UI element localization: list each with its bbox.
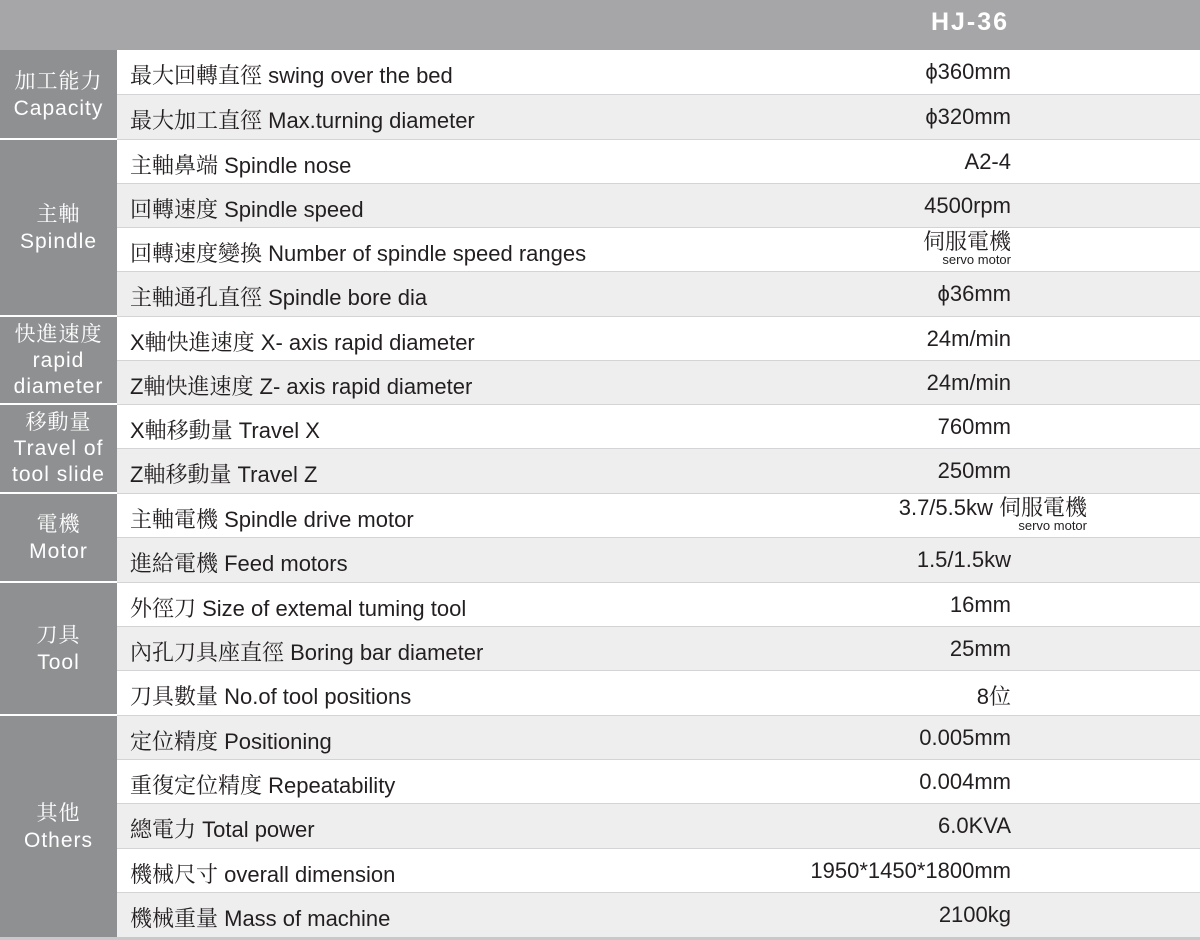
- spec-label: 主軸電機 Spindle drive motor: [130, 507, 414, 532]
- category-tool: [0, 583, 117, 715]
- category-en: rapid: [32, 348, 85, 372]
- spec-label: 定位精度 Positioning: [130, 729, 332, 754]
- spec-value: 2100kg: [938, 902, 1011, 927]
- category-zh: 主軸: [36, 203, 81, 226]
- table-row: [117, 494, 1200, 538]
- spec-value: ϕ320mm: [925, 104, 1011, 129]
- spec-label: 機械尺寸 overall dimension: [130, 862, 396, 887]
- table-row: [117, 760, 1200, 804]
- table-row: [117, 184, 1200, 228]
- table-row: [117, 140, 1200, 184]
- table-row: [117, 228, 1200, 272]
- category-rapid: [0, 317, 117, 404]
- spec-label: 重復定位精度 Repeatability: [130, 773, 396, 798]
- spec-value: ϕ360mm: [925, 59, 1011, 84]
- spec-label: 回轉速度變換 Number of spindle speed ranges: [130, 241, 587, 266]
- category-en: Travel of: [13, 437, 104, 460]
- category-en: Others: [23, 828, 94, 852]
- spec-value: ϕ36mm: [937, 281, 1011, 306]
- spec-value: 0.004mm: [919, 769, 1011, 794]
- category-zh: 快進速度: [14, 322, 103, 346]
- spec-value: 8位: [976, 684, 1011, 709]
- spec-value: 24m/min: [926, 370, 1011, 395]
- spec-value: A2-4: [964, 149, 1011, 174]
- spec-label: 機械重量 Mass of machine: [130, 906, 391, 931]
- table-row: [117, 671, 1200, 715]
- spec-label: X軸移動量 Travel X: [130, 418, 320, 443]
- category-travel: [0, 405, 117, 493]
- spec-value: 6.0KVA: [938, 813, 1011, 838]
- spec-label: 主軸鼻端 Spindle nose: [130, 153, 352, 178]
- table-row: [117, 804, 1200, 848]
- table-row: [117, 449, 1200, 493]
- category-en: diameter: [13, 374, 104, 398]
- table-row: [117, 627, 1200, 671]
- spec-value: 250mm: [937, 458, 1011, 483]
- category-spindle: [0, 140, 117, 316]
- table-row: [117, 893, 1200, 937]
- table-row: [117, 716, 1200, 760]
- spec-label: Z軸移動量 Travel Z: [130, 462, 318, 487]
- category-zh: 加工能力: [14, 69, 103, 93]
- spec-value-sub: servo motor: [1018, 518, 1087, 533]
- spec-label: 刀具數量 No.of tool positions: [130, 684, 412, 709]
- spec-value: 0.005mm: [919, 725, 1011, 750]
- spec-value: 24m/min: [926, 326, 1011, 351]
- model-name: HJ-36: [930, 8, 1010, 36]
- category-capacity: [0, 50, 117, 139]
- table-row: [117, 583, 1200, 627]
- category-zh: 電機: [36, 513, 81, 536]
- spec-value-main: 伺服電機: [922, 229, 1011, 254]
- category-en: Capacity: [13, 96, 104, 120]
- category-motor: [0, 494, 117, 582]
- spec-value: 16mm: [949, 592, 1011, 617]
- spec-label: X軸快進速度 X- axis rapid diameter: [130, 330, 475, 355]
- category-zh: 其他: [36, 801, 81, 825]
- spec-value: 25mm: [949, 636, 1011, 661]
- category-en: tool slide: [12, 463, 105, 486]
- spec-value: [899, 496, 1087, 532]
- category-en: Motor: [29, 540, 88, 563]
- spec-label: 最大回轉直徑 swing over the bed: [130, 63, 453, 88]
- spec-label: 主軸通孔直徑 Spindle bore dia: [130, 285, 428, 310]
- table-row: [117, 272, 1200, 316]
- category-zh: 移動量: [25, 411, 92, 434]
- spec-label: 外徑刀 Size of extemal tuming tool: [130, 596, 467, 621]
- spec-label: 進給電機 Feed motors: [130, 551, 348, 576]
- table-row: [117, 849, 1200, 893]
- spec-value-main: 3.7/5.5kw 伺服電機: [898, 495, 1087, 520]
- table-row: [117, 95, 1200, 139]
- table-row: [117, 405, 1200, 449]
- spec-value-sub: servo motor: [942, 252, 1011, 267]
- spec-label: 回轉速度 Spindle speed: [130, 197, 364, 222]
- table-row: [117, 317, 1200, 361]
- table-row: [117, 50, 1200, 94]
- category-others: [0, 716, 117, 937]
- spec-label: 最大加工直徑 Max.turning diameter: [130, 108, 475, 133]
- category-en: Spindle: [19, 230, 98, 253]
- spec-value: [923, 230, 1011, 266]
- spec-value: 4500rpm: [924, 193, 1011, 218]
- spec-value: 1.5/1.5kw: [916, 547, 1011, 572]
- spec-label: Z軸快進速度 Z- axis rapid diameter: [130, 374, 473, 399]
- category-zh: 刀具: [36, 624, 81, 647]
- spec-label: 內孔刀具座直徑 Boring bar diameter: [130, 640, 484, 665]
- category-en: Tool: [37, 651, 80, 674]
- spec-label: 總電力 Total power: [130, 817, 315, 842]
- table-row: [117, 538, 1200, 582]
- table-row: [117, 361, 1200, 405]
- table-header: [0, 0, 1200, 50]
- spec-value: 1950*1450*1800mm: [810, 858, 1011, 883]
- spec-value: 760mm: [937, 414, 1011, 439]
